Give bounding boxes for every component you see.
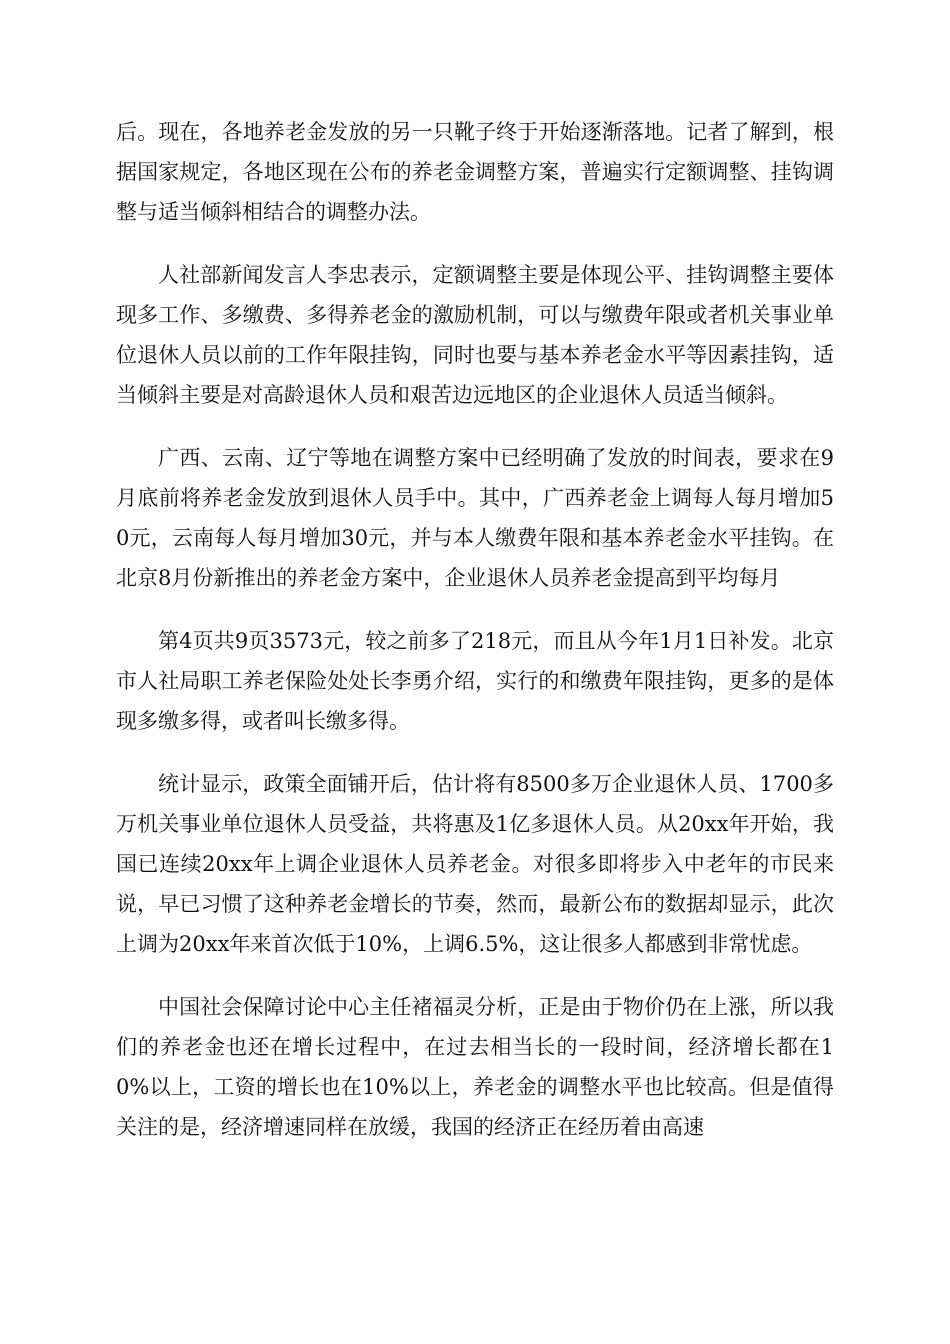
paragraph-1: 后。现在，各地养老金发放的另一只靴子终于开始逐渐落地。记者了解到，根据国家规定，各地区现在公布的养老金调整方案，普遍实行定额调整、挂钩调整与适当倾斜相结合的调整办法。 xyxy=(116,120,834,224)
paragraph-3: 广西、云南、辽宁等地在调整方案中已经明确了发放的时间表，要求在9月底前将养老金发放到退休人员手中。其中，广西养老金上调每人每月增加50元，云南每人每月增加30元，并与本人缴费年限和基本养老金水平挂钩。在北京8月份新推出的养老金方案中，企业退休人员养老金提高到平均每月 xyxy=(116,446,834,590)
paragraph-4: 第4页共9页3573元，较之前多了218元，而且从今年1月1日补发。北京市人社局职工养老保险处处长李勇介绍，实行的和缴费年限挂钩，更多的是体现多缴多得，或者叫长缴多得。 xyxy=(116,629,834,733)
paragraph-6: 中国社会保障讨论中心主任褚福灵分析，正是由于物价仍在上涨，所以我们的养老金也还在增长过程中，在过去相当长的一段时间，经济增长都在10%以上，工资的增长也在10%以上，养老金的调整水平也比较高。但是值得关注的是，经济增速同样在放缓，我国的经济正在经历着由高速 xyxy=(116,995,834,1139)
paragraph-5: 统计显示，政策全面铺开后，估计将有8500多万企业退休人员、1700多万机关事业单位退休人员受益，共将惠及1亿多退休人员。从20xx年开始，我国已连续20xx年上调企业退休人员养老金。对很多即将步入中老年的市民来说，早已习惯了这种养老金增长的节奏，然而，最新公布的数据却显示，此次上调为20xx年来首次低于10%，上调6.5%，这让很多人都感到非常忧虑。 xyxy=(116,772,834,956)
paragraph-2: 人社部新闻发言人李忠表示，定额调整主要是体现公平、挂钩调整主要体现多工作、多缴费、多得养老金的激励机制，可以与缴费年限或者机关事业单位退休人员以前的工作年限挂钩，同时也要与基本养老金水平等因素挂钩，适当倾斜主要是对高龄退休人员和艰苦边远地区的企业退休人员适当倾斜。 xyxy=(116,263,834,407)
document-body xyxy=(116,112,834,1170)
